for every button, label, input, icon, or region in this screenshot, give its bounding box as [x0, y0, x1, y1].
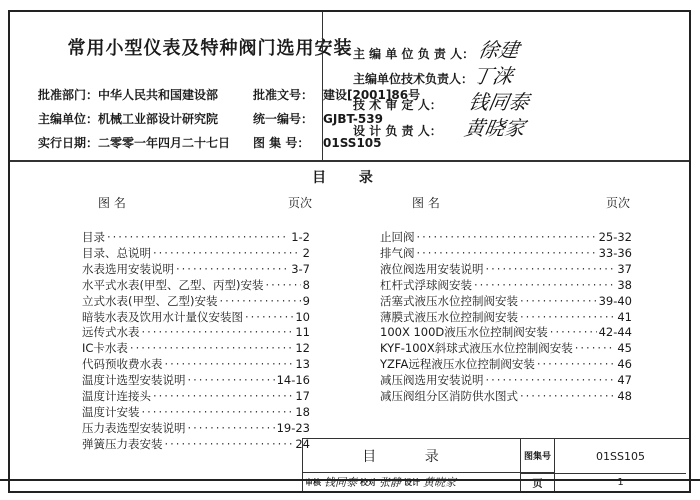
toc-list-right: [380, 230, 632, 405]
divider: [10, 160, 689, 162]
unified-no: 统一编号： GJBT-539: [253, 112, 383, 126]
toc-item[interactable]: 温度计选型安装说明 ····· 14-16: [82, 373, 310, 389]
toc-item[interactable]: 止回阀 ····· 25-32: [380, 230, 632, 246]
title-block: [302, 438, 689, 491]
approval-doc-no: 批准文号： 建设[2001]86号: [253, 88, 421, 102]
toc-item[interactable]: YZFA远程液压水位控制阀安装 ····· 46: [380, 357, 632, 373]
toc-item[interactable]: 弹簧压力表安装 ····· 24: [82, 437, 310, 453]
check-label: 校对: [360, 477, 376, 487]
col-header-name-right: 图 名: [412, 196, 440, 210]
toc-item[interactable]: KYF-100X斜球式液压水位控制阀安装 ····· 45: [380, 341, 632, 357]
toc-item[interactable]: 杠杆式浮球阀安装 ····· 38: [380, 278, 632, 294]
bottom-border: [0, 479, 700, 481]
sheet-name: 目 录: [303, 439, 521, 473]
toc-item[interactable]: 水表选用安装说明 ····· 3-7: [82, 262, 310, 278]
design-label: 设计: [404, 477, 420, 487]
approval-dept: 批准部门：中华人民共和国建设部: [38, 88, 219, 102]
check-signature: 张静: [379, 476, 401, 489]
toc-item[interactable]: 减压阀组分区消防供水图式 ····· 48: [380, 389, 632, 405]
responsibles-panel: [322, 12, 689, 160]
atlas-no-label: 图集号: [521, 439, 555, 473]
atlas-no: 图 集 号： 01SS105: [253, 136, 382, 150]
toc-item[interactable]: 水平式水表(甲型、乙型、丙型)安装 ····· 8: [82, 278, 310, 294]
toc-item[interactable]: 立式水表(甲型、乙型)安装 ····· 9: [82, 294, 310, 310]
toc-item[interactable]: 活塞式液压水位控制阀安装 ····· 39-40: [380, 294, 632, 310]
page-value: 1: [617, 476, 624, 488]
toc-item[interactable]: 液位阀选用安装说明 ····· 37: [380, 262, 632, 278]
col-header-page-left: 页次: [288, 196, 313, 210]
signature: 钱同泰: [466, 90, 531, 114]
editor-unit: 主编单位：机械工业部设计研究院: [38, 112, 219, 126]
toc-item[interactable]: 远传式水表 ····· 11: [82, 325, 310, 341]
approval-row: [303, 473, 521, 491]
toc-item[interactable]: 压力表选型安装说明 ····· 19-23: [82, 421, 310, 437]
toc-title: 目 录: [312, 170, 387, 186]
toc-item[interactable]: 目录、总说明 ····· 2: [82, 246, 310, 262]
toc-item[interactable]: 薄膜式液压水位控制阀安装 ····· 41: [380, 310, 632, 326]
chief-unit-lead: 主 编 单 位 负 责 人：: [353, 47, 475, 61]
col-header-name-left: 图 名: [98, 196, 126, 210]
review-signature: 钱同泰: [324, 476, 357, 489]
design-signature: 黄晓家: [423, 476, 456, 489]
signature: 丁涞: [470, 64, 515, 88]
design-lead: 设 计 负 责 人：: [353, 124, 442, 138]
toc-item[interactable]: 温度计安装 ····· 18: [82, 405, 310, 421]
technical-reviewer: 技 术 审 定 人：: [353, 98, 442, 112]
toc-item[interactable]: 减压阀选用安装说明 ····· 47: [380, 373, 632, 389]
toc-item[interactable]: 温度计连接头 ····· 17: [82, 389, 310, 405]
toc-item[interactable]: 代码预收费水表 ····· 13: [82, 357, 310, 373]
toc-list-left: [82, 230, 310, 453]
col-header-page-right: 页次: [606, 196, 631, 210]
atlas-no-value: 01SS105: [596, 449, 645, 463]
toc-item[interactable]: 目录 ····· 1-2: [82, 230, 310, 246]
effective-date: 实行日期：二零零一年四月二十七日: [38, 136, 231, 150]
toc-item[interactable]: 100X 100D液压水位控制阀安装 ····· 42-44: [380, 325, 632, 341]
atlas-title: 常用小型仪表及特种阀门选用安装: [67, 38, 353, 59]
chief-unit-tech-lead: 主编单位技术负责人：: [353, 72, 474, 86]
toc-item[interactable]: IC卡水表 ····· 12: [82, 341, 310, 357]
toc-item[interactable]: 暗装水表及饮用水计量仪安装图 ····· 10: [82, 310, 310, 326]
drawing-frame: [8, 10, 691, 493]
toc-item[interactable]: 排气阀 ····· 33-36: [380, 246, 632, 262]
signature: 徐建: [476, 38, 521, 62]
signature: 黄晓家: [462, 116, 527, 140]
review-label: 审核: [305, 477, 321, 487]
page-label: 页: [521, 473, 555, 491]
